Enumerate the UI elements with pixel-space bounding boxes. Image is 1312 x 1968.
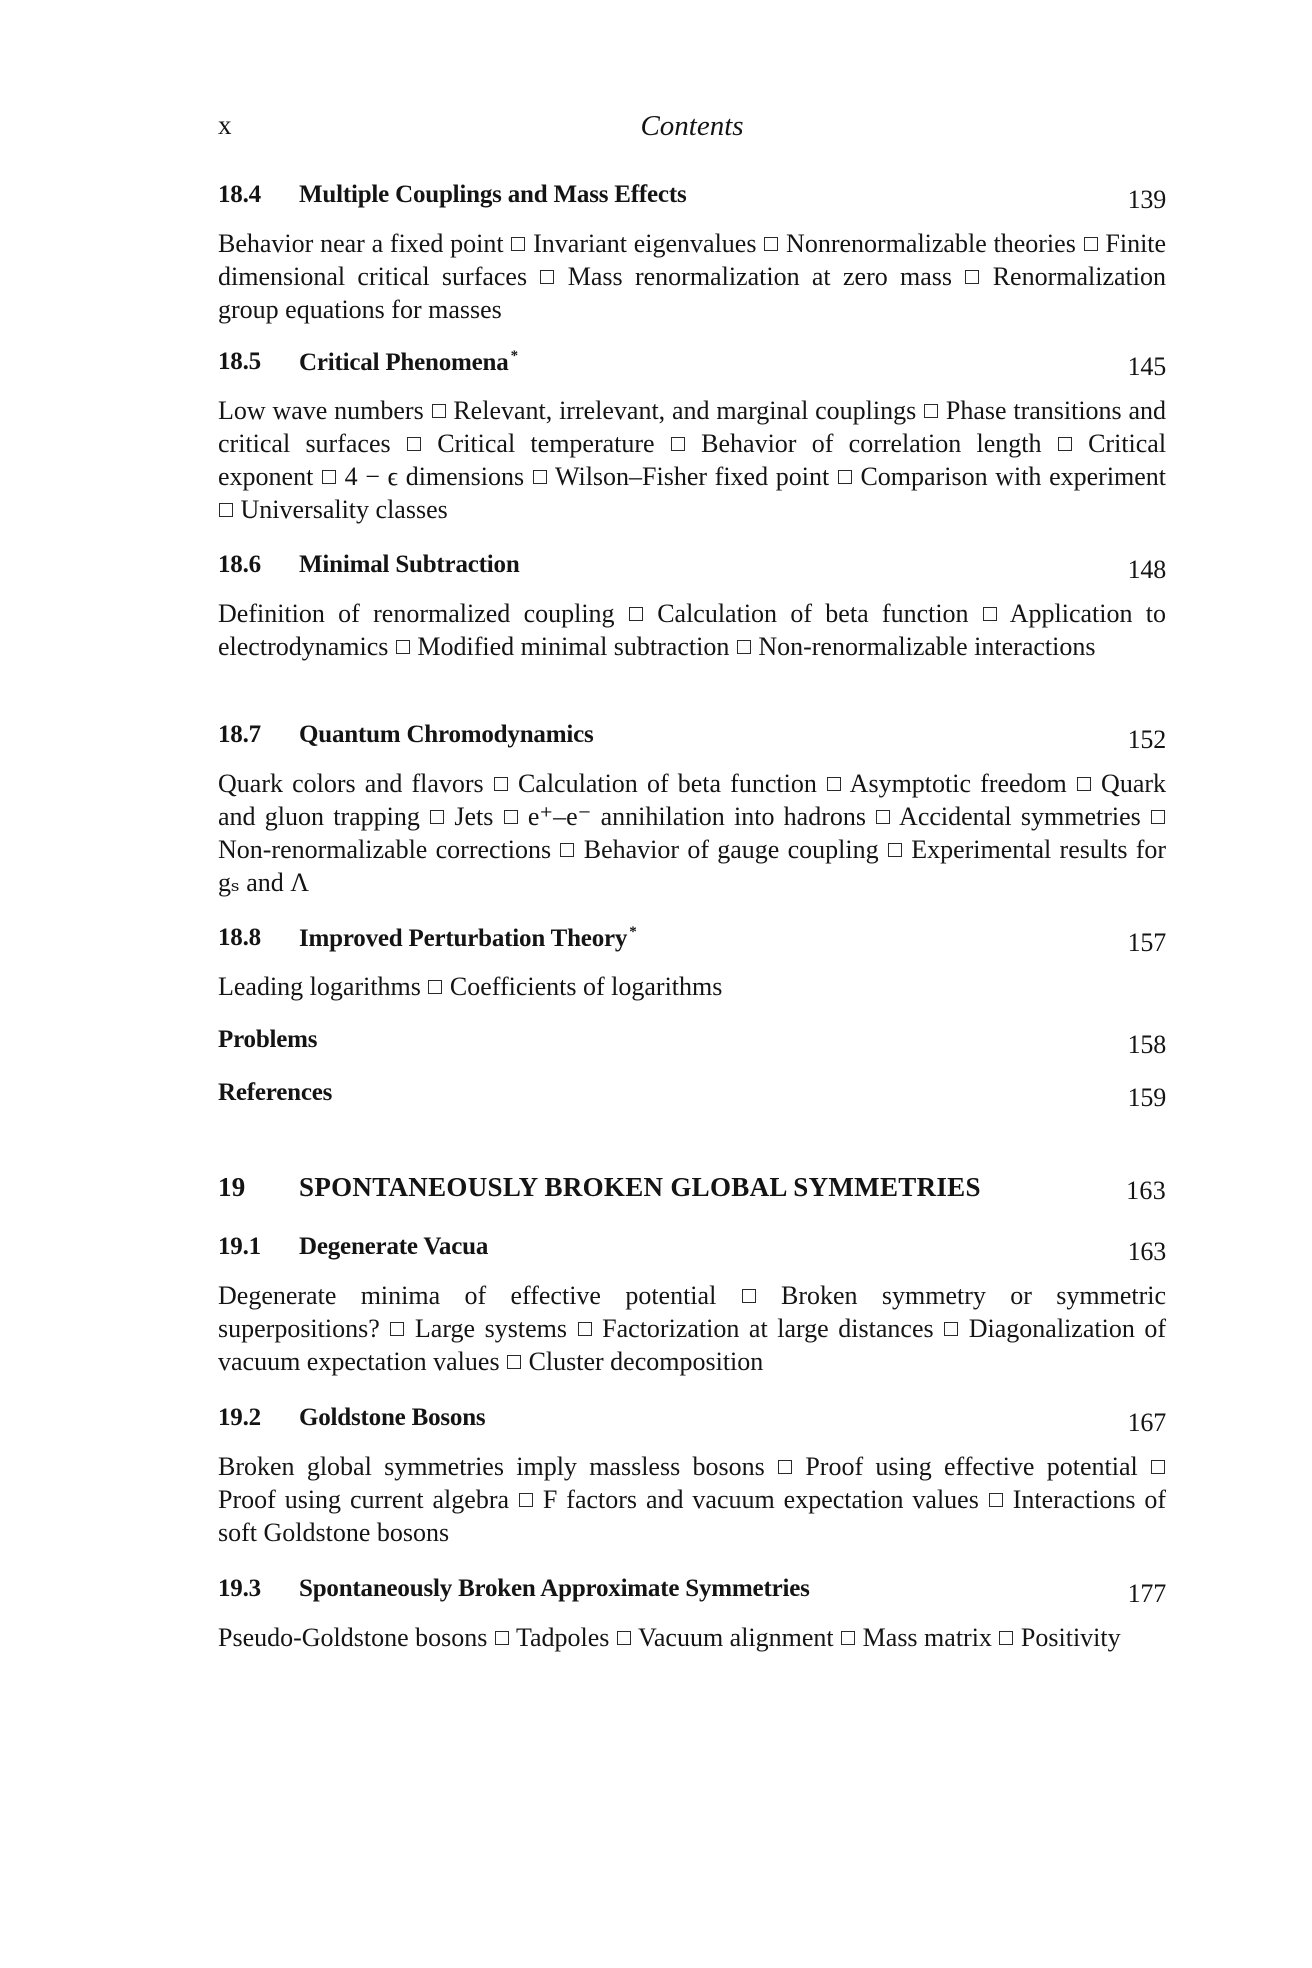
topic: Comparison with experiment [860,462,1167,491]
section-title: References [218,1079,333,1106]
toc-section-18-5 [218,348,1166,526]
section-number: 19.1 [218,1233,261,1260]
section-number: 18.7 [218,721,261,748]
topic: Critical temperature [437,429,655,458]
topic: Definition of renormalized coupling [218,599,615,628]
box-separator-icon [876,810,890,824]
chapter-heading [218,1172,1166,1206]
box-separator-icon [322,470,336,484]
topic: Behavior of correlation length [701,429,1042,458]
page-folio: x [218,110,232,140]
topic: Non-renormalizable corrections [218,835,552,864]
section-title: Degenerate Vacua [299,1233,489,1260]
box-separator-icon [533,470,547,484]
toc-problems [218,1026,1166,1060]
page-number: 139 [1127,185,1166,214]
box-separator-icon [838,470,852,484]
topic: F factors and vacuum expectation values [542,1485,979,1514]
topic: Calculation of beta function [517,769,817,798]
topic: Proof using current algebra [218,1485,510,1514]
topic: Behavior near a fixed point [218,229,504,258]
topic: Diagonalization of vacuum expectation values [218,1314,1167,1376]
starred-marker: * [629,924,637,940]
running-head [218,110,1166,150]
topic: Relevant, irrelevant, and marginal couplings [453,396,917,425]
box-separator-icon [519,1493,533,1507]
box-separator-icon [1084,237,1098,251]
box-separator-icon [507,1355,521,1369]
box-separator-icon [428,980,442,994]
box-separator-icon [1058,437,1072,451]
page-number: 163 [1126,1176,1166,1205]
topic: e⁺–e⁻ annihilation into hadrons [527,802,866,831]
box-separator-icon [778,1460,792,1474]
box-separator-icon [617,1631,631,1645]
toc-section-19-1 [218,1233,1166,1378]
section-title: Improved Perturbation Theory [299,925,628,952]
box-separator-icon [432,404,446,418]
section-topics [218,394,1166,526]
section-number: 18.5 [218,348,261,375]
toc-section-18-8 [218,924,1166,1003]
topic: Proof using effective potential [805,1452,1138,1481]
box-separator-icon [494,777,508,791]
chapter-number: 19 [218,1172,246,1202]
topic: Tadpoles [515,1623,610,1652]
topic: Coefficients of logarithms [449,972,723,1001]
section-heading [218,181,1166,215]
box-separator-icon [924,404,938,418]
section-heading [218,1575,1166,1609]
topic: Calculation of beta function [657,599,969,628]
section-topics [218,970,1166,1003]
box-separator-icon [989,1493,1003,1507]
topic: Broken global symmetries imply massless bosons [218,1452,765,1481]
topic: Modified minimal subtraction [417,632,730,661]
topic: Factorization at large distances [602,1314,934,1343]
topic: Low wave numbers [218,396,424,425]
section-heading [218,924,1166,958]
topic: Invariant eigenvalues [533,229,757,258]
box-separator-icon [495,1631,509,1645]
topic: Cluster decomposition [528,1347,764,1376]
box-separator-icon [737,640,751,654]
page-number: 167 [1127,1408,1166,1437]
box-separator-icon [983,607,997,621]
toc-section-18-6 [218,551,1166,663]
page-number: 157 [1127,928,1166,957]
toc-section-18-4 [218,181,1166,326]
topic: Leading logarithms [218,972,421,1001]
topic: Degenerate minima of effective potential [218,1281,717,1310]
box-separator-icon [944,1322,958,1336]
box-separator-icon [965,270,979,284]
topic: Asymptotic freedom [849,769,1067,798]
box-separator-icon [560,843,574,857]
section-heading [218,1404,1166,1438]
page-number: 177 [1127,1579,1166,1608]
box-separator-icon [1077,777,1091,791]
box-separator-icon [1151,1460,1165,1474]
box-separator-icon [671,437,685,451]
section-title-wrap [299,924,637,953]
section-heading [218,1079,1166,1113]
box-separator-icon [1151,810,1165,824]
box-separator-icon [504,810,518,824]
chapter-title: SPONTANEOUSLY BROKEN GLOBAL SYMMETRIES [299,1172,981,1202]
box-separator-icon [578,1322,592,1336]
section-number: 19.3 [218,1575,261,1602]
topic: Interactions of soft Goldstone bosons [218,1485,1167,1547]
section-topics [218,597,1166,663]
box-separator-icon [764,237,778,251]
starred-marker: * [510,348,518,364]
box-separator-icon [888,843,902,857]
topic: Quark colors and flavors [218,769,484,798]
section-title: Problems [218,1026,318,1053]
box-separator-icon [430,810,444,824]
box-separator-icon [390,1322,404,1336]
topic: Accidental symmetries [899,802,1141,831]
section-number: 19.2 [218,1404,261,1431]
page-number: 163 [1127,1237,1166,1266]
topic: Quark and gluon trapping [218,769,1167,831]
section-topics [218,1279,1166,1378]
toc-chapter-19 [218,1172,1166,1206]
box-separator-icon [999,1631,1013,1645]
topic: Large systems [414,1314,567,1343]
topic: Experimental results for gₛ and Λ [218,835,1167,897]
topic: Application to electrodynamics [218,599,1167,661]
box-separator-icon [511,237,525,251]
section-title: Multiple Couplings and Mass Effects [299,181,687,208]
section-title: Critical Phenomena [299,349,509,376]
page-number: 159 [1127,1083,1166,1112]
box-separator-icon [219,503,233,517]
topic: Mass matrix [862,1623,992,1652]
section-heading [218,551,1166,585]
running-head-title: Contents [640,110,744,142]
section-heading [218,721,1166,755]
box-separator-icon [742,1289,756,1303]
page-number: 148 [1127,555,1166,584]
section-title-wrap [299,348,518,377]
topic: Phase transitions and critical surfaces [218,396,1167,458]
topic: Jets [454,802,494,831]
section-topics [218,1450,1166,1549]
section-number: 18.4 [218,181,261,208]
box-separator-icon [629,607,643,621]
toc-references [218,1079,1166,1113]
box-separator-icon [827,777,841,791]
topic: Positivity [1020,1623,1121,1652]
topic: Non-renormalizable interactions [758,632,1096,661]
toc-section-18-7 [218,721,1166,899]
toc-section-19-3 [218,1575,1166,1654]
topic: Critical exponent [218,429,1167,491]
topic: Nonrenormalizable theories [786,229,1076,258]
section-heading [218,1233,1166,1267]
page-number: 145 [1127,352,1166,381]
box-separator-icon [407,437,421,451]
topic: Behavior of gauge coupling [583,835,879,864]
section-title: Minimal Subtraction [299,551,520,578]
topic: Vacuum alignment [637,1623,834,1652]
topic: Renormalization group equations for masses [218,262,1166,324]
section-topics [218,767,1166,899]
topic: Universality classes [240,495,448,524]
topic: Mass renormalization at zero mass [567,262,953,291]
page-number: 158 [1127,1030,1166,1059]
topic: Wilson–Fisher fixed point [554,462,830,491]
section-title: Quantum Chromodynamics [299,721,594,748]
section-number: 18.8 [218,924,261,951]
box-separator-icon [396,640,410,654]
box-separator-icon [540,270,554,284]
section-topics [218,227,1166,326]
section-title: Goldstone Bosons [299,1404,486,1431]
section-heading [218,1026,1166,1060]
section-title: Spontaneously Broken Approximate Symmetries [299,1575,810,1602]
topic: Pseudo-Goldstone bosons [218,1623,488,1652]
topic: Broken symmetry or symmetric superpositions? [218,1281,1167,1343]
section-heading [218,348,1166,382]
box-separator-icon [841,1631,855,1645]
section-number: 18.6 [218,551,261,578]
toc-section-19-2 [218,1404,1166,1549]
section-topics [218,1621,1166,1654]
topic: Finite dimensional critical surfaces [218,229,1167,291]
page-number: 152 [1127,725,1166,754]
topic: 4 − ϵ dimensions [344,462,525,491]
